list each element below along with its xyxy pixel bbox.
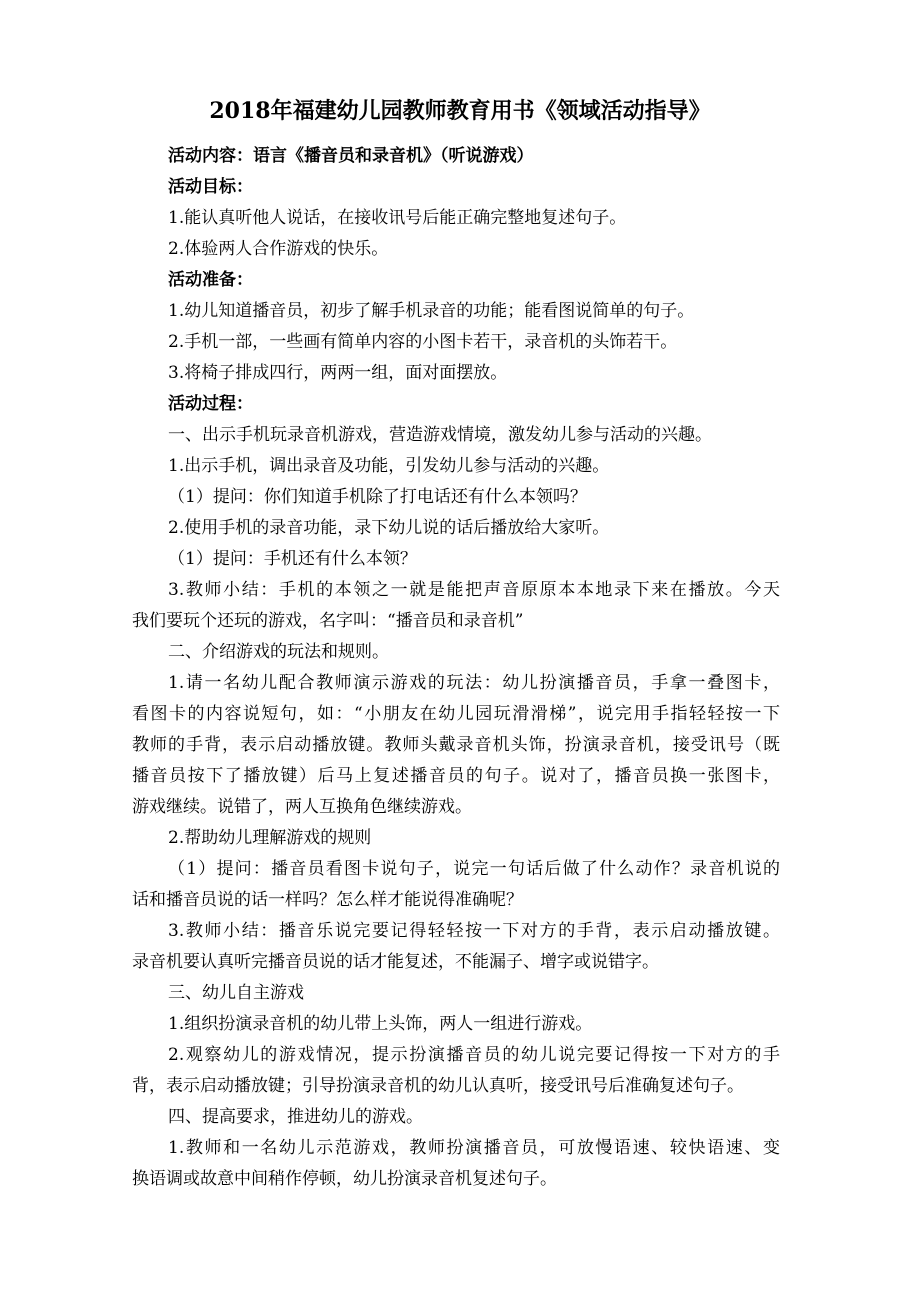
text-line: （1）提问：你们知道手机除了打电话还有什么本领吗？ [168,487,587,507]
section-heading: 三、幼儿自主游戏 [168,983,304,1003]
text-line: 话和播音员说的话一样吗？怎么样才能说得准确呢？ [132,890,523,910]
text-line: 教师的手背，表示启动播放键。教师头戴录音机头饰，扮演录音机，接受讯号（既 [132,735,780,755]
text-line: 1.教师和一名幼儿示范游戏，教师扮演播音员，可放慢语速、较快语速、变 [168,1138,780,1158]
text-line: 换语调或故意中间稍作停顿，幼儿扮演录音机复述句子。 [132,1169,557,1189]
text-line: 3.教师小结：播音乐说完要记得轻轻按一下对方的手背，表示启动播放键。 [168,921,780,941]
text-line: 1.请一名幼儿配合教师演示游戏的玩法：幼儿扮演播音员，手拿一叠图卡， [168,673,780,693]
activity-prep-heading: 活动准备： [168,270,253,290]
section-heading: 二、介绍游戏的玩法和规则。 [168,642,389,662]
activity-content-heading: 活动内容：语言《播音员和录音机》（听说游戏） [168,146,534,166]
activity-goals-heading: 活动目标： [168,177,253,197]
text-line: 播音员按下了播放键）后马上复述播音员的句子。说对了，播音员换一张图卡， [132,766,780,786]
text-line: 1.幼儿知道播音员，初步了解手机录音的功能；能看图说简单的句子。 [168,301,695,321]
text-line: 录音机要认真听完播音员说的话才能复述，不能漏子、增字或说错字。 [132,952,659,972]
text-line: （1）提问：播音员看图卡说句子，说完一句话后做了什么动作？录音机说的 [168,859,780,879]
text-line: 2.手机一部，一些画有简单内容的小图卡若干，录音机的头饰若干。 [168,332,678,352]
text-line: 3.将椅子排成四行，两两一组，面对面摆放。 [168,363,508,383]
text-line: 我们要玩个还玩的游戏，名字叫：“播音员和录音机” [132,611,524,631]
text-line: 1.组织扮演录音机的幼儿带上头饰，两人一组进行游戏。 [168,1014,593,1034]
text-line: 2.使用手机的录音功能，录下幼儿说的话后播放给大家听。 [168,518,610,538]
text-line: 3.教师小结：手机的本领之一就是能把声音原原本本地录下来在播放。今天 [168,580,780,600]
text-line: 背，表示启动播放键；引导扮演录音机的幼儿认真听，接受讯号后准确复述句子。 [132,1076,744,1096]
section-heading: 一、出示手机玩录音机游戏，营造游戏情境，激发幼儿参与活动的兴趣。 [168,425,712,445]
text-line: 1.出示手机，调出录音及功能，引发幼儿参与活动的兴趣。 [168,456,610,476]
text-line: 游戏继续。说错了，两人互换角色继续游戏。 [132,797,472,817]
text-line: 1.能认真听他人说话，在接收讯号后能正确完整地复述句子。 [168,208,627,228]
text-line: 2.帮助幼儿理解游戏的规则 [168,828,372,848]
section-heading: 四、提高要求，推进幼儿的游戏。 [168,1107,423,1127]
text-line: 看图卡的内容说短句，如：“小朋友在幼儿园玩滑滑梯”，说完用手指轻轻按一下 [132,704,780,724]
text-line: 2.体验两人合作游戏的快乐。 [168,239,389,259]
text-line: （1）提问：手机还有什么本领？ [168,549,417,569]
document-title: 2018年福建幼儿园教师教育用书《领域活动指导》 [209,98,711,124]
text-line: 2.观察幼儿的游戏情况，提示扮演播音员的幼儿说完要记得按一下对方的手 [168,1045,780,1065]
activity-process-heading: 活动过程： [168,394,253,414]
